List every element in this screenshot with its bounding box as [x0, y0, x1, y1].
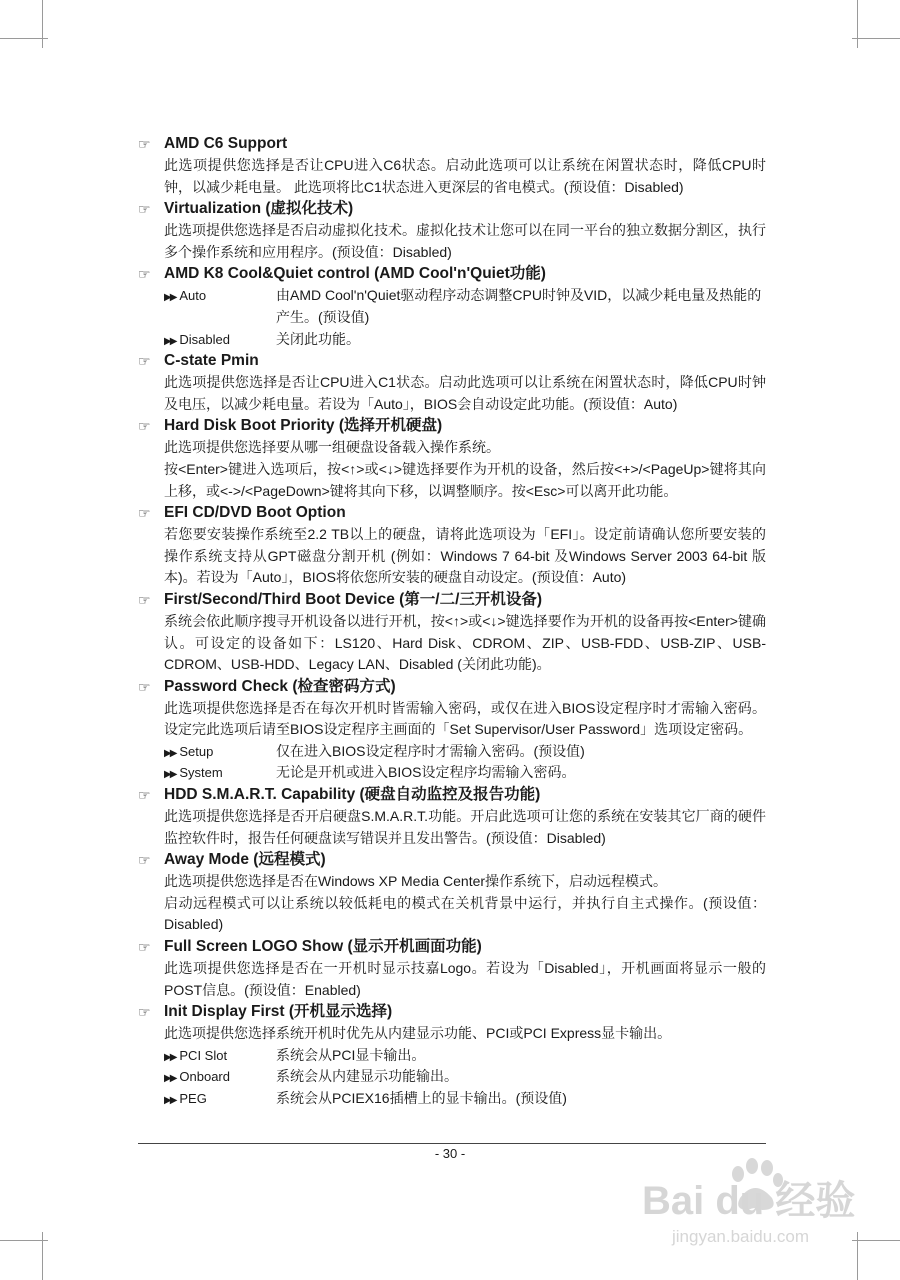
section: [138, 198, 766, 263]
section-heading: [138, 263, 766, 285]
section-title: HDD S.M.A.R.T. Capability (硬盘自动监控及报告功能): [164, 786, 541, 804]
section-paragraph: 此选项提供您选择要从哪一组硬盘设备载入操作系统。: [164, 439, 500, 456]
section-paragraph: 此选项提供您选择是否启动虚拟化技术。虚拟化技术让您可以在同一平台的独立数据分割区，执行多个操作系统和应用程序。(预设值：Disabled): [164, 222, 766, 260]
section-title: Password Check (检查密码方式): [164, 677, 396, 695]
section-heading: [138, 676, 766, 698]
option-name: [164, 1066, 274, 1090]
option-description: 系统会从PCIEX16插槽上的显卡输出。(预设值): [276, 1090, 567, 1106]
option-row: [138, 741, 766, 763]
section: [138, 589, 766, 676]
option-row: [138, 762, 766, 784]
option-label: System: [179, 765, 223, 781]
section-title: First/Second/Third Boot Device (第一/二/三开机设备): [164, 590, 543, 608]
watermark-url: jingyan.baidu.com: [672, 1227, 810, 1246]
section: [138, 784, 766, 849]
section-heading: [138, 1001, 766, 1023]
option-row: [138, 285, 766, 328]
section: [138, 263, 766, 350]
section-title: Away Mode (远程模式): [164, 851, 326, 869]
section-paragraph: 此选项提供您选择是否在一开机时显示技嘉Logo。若设为「Disabled」，开机画面将显示一般的POST信息。(预设值：Enabled): [164, 960, 766, 998]
option-row: [138, 1088, 766, 1110]
section-heading: [138, 415, 766, 437]
section-paragraph: 此选项提供您选择是否在Windows XP Media Center操作系统下，启动远程模式。: [164, 873, 668, 890]
option-description: 由AMD Cool'n'Quiet驱动程序动态调整CPU时钟及VID，以减少耗电量及热能的产生。(预设值): [276, 287, 762, 325]
section: [138, 350, 766, 415]
section-paragraph: 启动远程模式可以让系统以较低耗电的模式在关机背景中运行，并执行自主式操作。(预设值：Disabled): [164, 894, 766, 933]
pointing-hand-icon: ☞: [138, 201, 151, 218]
section-paragraph: 按<Enter>键进入选项后，按<↑>或<↓>键选择要作为开机的设备，然后按<+>/<PageUp>键将其向上移，或<->/<PageDown>键将其向下移，以调整顺序。按<Esc>可以离开此功能。: [164, 460, 766, 499]
pointing-hand-icon: ☞: [138, 1004, 151, 1021]
footer-rule: [138, 1143, 766, 1144]
option-name: [164, 285, 274, 309]
document-body: [138, 133, 766, 1110]
double-arrow-icon: ▶▶: [164, 1095, 176, 1106]
section-paragraph: 此选项提供您选择是否让CPU进入C1状态。启动此选项可以让系统在闲置状态时，降低CPU时钟及电压，以减少耗电量。若设为「Auto」，BIOS会自动设定此功能。(预设值：Auto): [164, 374, 766, 412]
option-name: [164, 1045, 274, 1069]
pointing-hand-icon: ☞: [138, 136, 151, 152]
pointing-hand-icon: ☞: [138, 939, 151, 956]
baidu-watermark: [640, 1150, 880, 1250]
section-title: Virtualization (虚拟化技术): [164, 200, 354, 218]
crop-mark: [0, 38, 48, 39]
section: [138, 415, 766, 502]
section-paragraph: 系统会依此顺序搜寻开机设备以进行开机，按<↑>或<↓>键选择要作为开机的设备再按<Enter>键确认。可设定的设备如下：LS120、Hard Disk、CDROM、ZIP、USB-FDD、USB-ZIP、USB-CDROM、USB-HDD、Legacy LAN、Disabled (关闭此功能)。: [164, 612, 766, 673]
section-heading: [138, 133, 766, 155]
option-row: [138, 329, 766, 351]
section-paragraph: 此选项提供您选择是否让CPU进入C6状态。启动此选项可以让系统在闲置状态时，降低CPU时钟，以减少耗电量。 此选项将比C1状态进入更深层的省电模式。(预设值：Disabled): [164, 157, 766, 195]
double-arrow-icon: ▶▶: [164, 1073, 176, 1085]
watermark-brand: Bai du 经验: [642, 1179, 856, 1223]
pointing-hand-icon: ☞: [138, 787, 151, 804]
double-arrow-icon: ▶▶: [164, 1051, 176, 1063]
double-arrow-icon: ▶▶: [164, 769, 176, 781]
section: [138, 936, 766, 1001]
option-description: 系统会从内建显示功能输出。: [276, 1068, 458, 1085]
page-number: - 30 -: [434, 1146, 466, 1161]
pointing-hand-icon: ☞: [138, 353, 151, 370]
double-arrow-icon: ▶▶: [164, 292, 176, 304]
section-heading: [138, 350, 766, 372]
option-name: [164, 329, 274, 353]
option-name: [164, 762, 274, 786]
option-label: PCI Slot: [179, 1047, 228, 1063]
section-paragraph: 此选项提供您选择系统开机时优先从内建显示功能、PCI或PCI Express显卡输出。: [164, 1025, 672, 1042]
option-description: 系统会从PCI显卡输出。: [276, 1046, 426, 1063]
option-label: PEG: [179, 1091, 207, 1106]
option-description: 无论是开机或进入BIOS设定程序均需输入密码。: [276, 764, 576, 781]
section: [138, 133, 766, 198]
section-paragraph: 此选项提供您选择是否在每次开机时皆需输入密码，或仅在进入BIOS设定程序时才需输入密码。设定完此选项后请至BIOS设定程序主画面的「Set Supervisor/User Password」选项设定密码。: [164, 699, 766, 738]
option-row: [138, 1066, 766, 1088]
crop-mark: [0, 1240, 48, 1241]
section: [138, 1001, 766, 1109]
pointing-hand-icon: ☞: [138, 678, 151, 695]
section-paragraph: 若您要安装操作系统至2.2 TB以上的硬盘，请将此选项设为「EFI」。设定前请确认您所要安装的操作系统支持从GPT磁盘分割开机 (例如：Windows 7 64-bit 及Windows Server 2003 64-bit 版本)。若设为「Auto」，BIOS将依您所安装的硬盘自动设定。(预设值：Auto): [164, 526, 766, 586]
section-title: EFI CD/DVD Boot Option: [164, 504, 346, 522]
section-title: Init Display First (开机显示选择): [164, 1003, 393, 1021]
option-description: 仅在进入BIOS设定程序时才需输入密码。(预设值): [276, 742, 585, 759]
pointing-hand-icon: ☞: [138, 852, 151, 869]
pointing-hand-icon: ☞: [138, 418, 151, 435]
section-heading: [138, 784, 766, 806]
section-title: Full Screen LOGO Show (显示开机画面功能): [164, 938, 482, 956]
section-heading: [138, 849, 766, 871]
section-paragraph: 此选项提供您选择是否开启硬盘S.M.A.R.T.功能。开启此选项可让您的系统在安装其它厂商的硬件监控软件时，报告任何硬盘读写错误并且发出警告。(预设值：Disabled): [164, 808, 766, 846]
section-heading: [138, 589, 766, 611]
crop-mark: [852, 38, 900, 39]
section: [138, 849, 766, 936]
section: [138, 676, 766, 784]
double-arrow-icon: ▶▶: [164, 747, 176, 759]
section-title: Hard Disk Boot Priority (选择开机硬盘): [164, 417, 443, 435]
crop-mark: [857, 0, 858, 48]
pointing-hand-icon: ☞: [138, 266, 151, 283]
option-name: [164, 1088, 274, 1112]
pointing-hand-icon: ☞: [138, 505, 151, 522]
section-title: C-state Pmin: [164, 352, 259, 370]
option-label: Onboard: [179, 1069, 230, 1085]
option-description: 关闭此功能。: [276, 330, 360, 347]
section-title: AMD C6 Support: [164, 135, 288, 152]
pointing-hand-icon: ☞: [138, 591, 151, 608]
option-label: Disabled: [179, 331, 230, 347]
section-heading: [138, 198, 766, 220]
crop-mark: [42, 0, 43, 48]
option-label: Setup: [179, 743, 214, 759]
option-name: [164, 741, 274, 765]
section-title: AMD K8 Cool&Quiet control (AMD Cool'n'Quiet功能): [164, 265, 546, 283]
section: [138, 502, 766, 589]
section-heading: [138, 936, 766, 958]
double-arrow-icon: ▶▶: [164, 335, 176, 347]
option-row: [138, 1045, 766, 1067]
section-heading: [138, 502, 766, 524]
option-label: Auto: [179, 288, 207, 304]
